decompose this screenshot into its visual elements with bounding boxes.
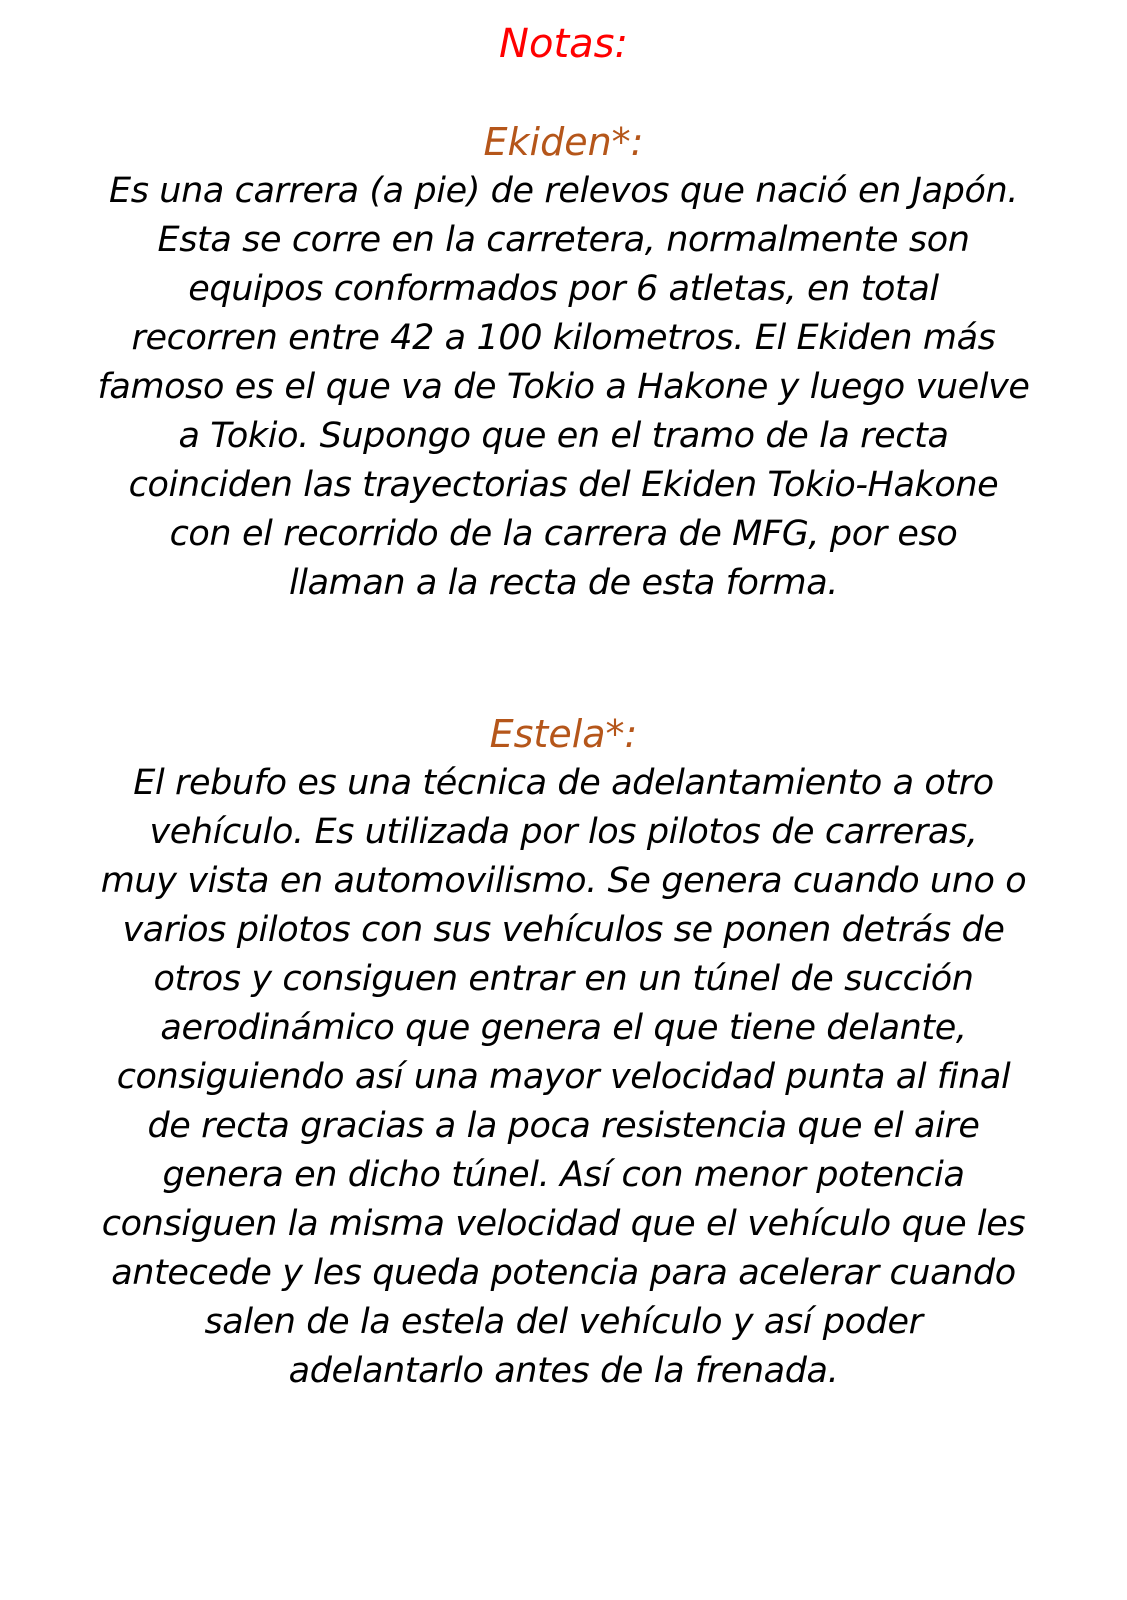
note-line: a Tokio. Supongo que en el tramo de la recta <box>178 416 949 456</box>
note-line: equipos conformados por 6 atletas, en total <box>188 269 939 309</box>
note-line: Esta se corre en la carretera, normalmente son <box>157 220 970 260</box>
note-line: llaman a la recta de esta forma. <box>288 563 838 603</box>
note-heading: Ekiden*: <box>483 120 644 164</box>
note-line: antecede y les queda potencia para acelerar cuando <box>111 1253 1016 1293</box>
note-line: varios pilotos con sus vehículos se ponen detrás de <box>122 910 1005 950</box>
note-body <box>20 167 1107 608</box>
note-line: consiguiendo así una mayor velocidad punta al final <box>116 1057 1011 1097</box>
note-line: genera en dicho túnel. Así con menor potencia <box>162 1155 965 1195</box>
note-heading: Estela*: <box>489 712 638 756</box>
page-title: Notas: <box>499 21 628 67</box>
note-line: con el recorrido de la carrera de MFG, por eso <box>169 514 958 554</box>
note-line: de recta gracias a la poca resistencia que el aire <box>147 1106 980 1146</box>
note-line: El rebufo es una técnica de adelantamiento a otro <box>133 763 994 803</box>
note-line: otros y consiguen entrar en un túnel de succión <box>153 959 974 999</box>
note-body <box>20 759 1107 1396</box>
note-line: salen de la estela del vehículo y así poder <box>204 1302 923 1342</box>
note-line: Es una carrera (a pie) de relevos que nació en Japón. <box>109 171 1018 211</box>
note-line: muy vista en automovilismo. Se genera cuando uno o <box>100 861 1027 901</box>
note-line: aerodinámico que genera el que tiene delante, <box>160 1008 967 1048</box>
note-estela <box>20 710 1107 1396</box>
note-line: famoso es el que va de Tokio a Hakone y luego vuelve <box>97 367 1030 407</box>
note-line: consiguen la misma velocidad que el vehículo que les <box>101 1204 1026 1244</box>
note-line: vehículo. Es utilizada por los pilotos de carreras, <box>149 812 978 852</box>
note-line: adelantarlo antes de la frenada. <box>288 1351 839 1391</box>
note-line: coinciden las trayectorias del Ekiden Tokio-Hakone <box>128 465 999 505</box>
note-ekiden <box>20 118 1107 608</box>
note-line: recorren entre 42 a 100 kilometros. El Ekiden más <box>131 318 996 358</box>
